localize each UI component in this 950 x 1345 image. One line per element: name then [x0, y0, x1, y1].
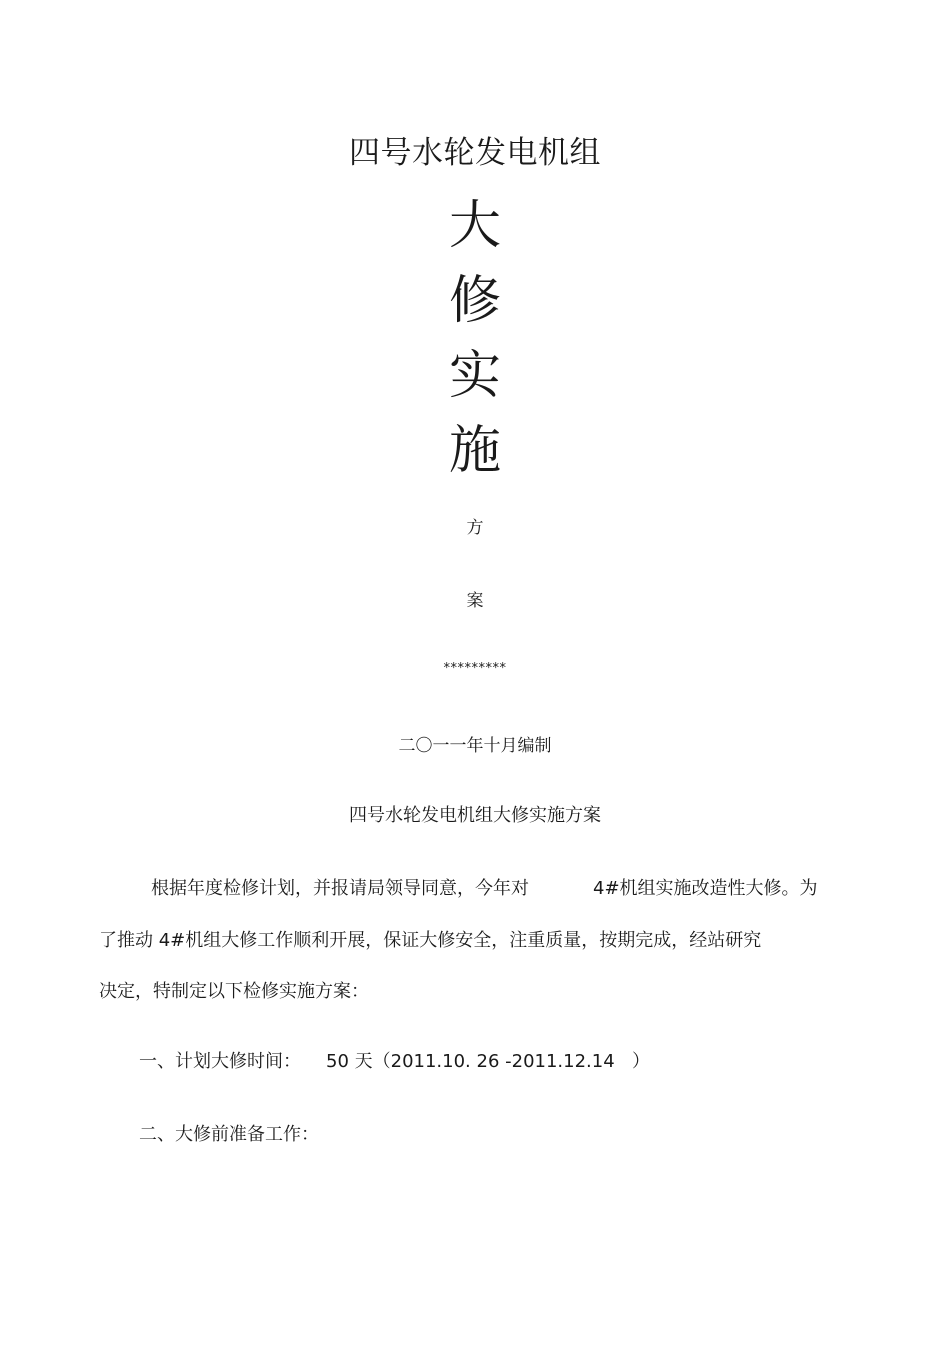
para1-line2: 了推动 4#机组大修工作顺利开展，保证大修安全，注重质量，按期完成，经站研究 [99, 930, 762, 951]
section2-label: 二、大修前准备工作： [139, 1124, 319, 1145]
para1-line1-a: 根据年度检修计划，并报请局领导同意，今年对 [151, 878, 529, 899]
cover-title: 四号水轮发电机组 [349, 135, 601, 171]
para1-line3: 决定，特制定以下检修实施方案： [99, 981, 369, 1002]
section1-close: ） [632, 1051, 650, 1072]
para1-line1-b: 4#机组实施改造性大修。为 [593, 878, 818, 899]
cover-big-char-3: 实 [448, 346, 501, 406]
cover-small-char-1: 方 [466, 518, 484, 538]
cover-big-char-1: 大 [448, 196, 501, 256]
section1-value: 50 天（2011.10. 26 -2011.12.14 [326, 1051, 615, 1072]
doc-title: 四号水轮发电机组大修实施方案 [349, 805, 601, 826]
cover-small-char-2: 案 [466, 591, 484, 611]
cover-stars: ********* [443, 661, 507, 676]
cover-big-char-2: 修 [448, 271, 501, 331]
cover-date: 二〇一一年十月编制 [398, 736, 552, 756]
cover-big-char-4: 施 [448, 421, 501, 481]
section1-label: 一、计划大修时间： [139, 1051, 301, 1072]
